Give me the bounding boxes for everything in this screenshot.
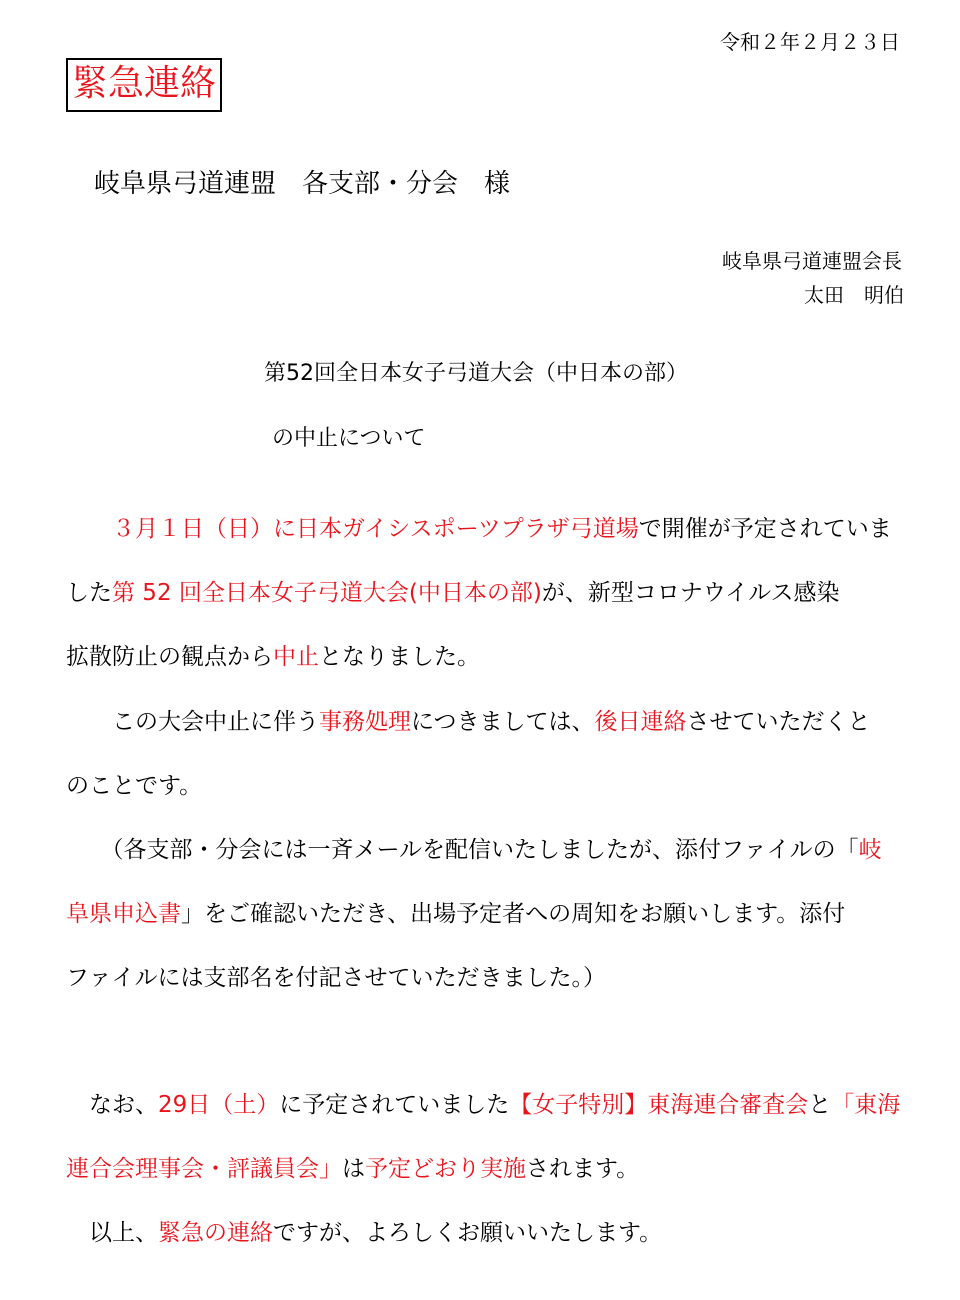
text-span: この大会中止に伴う bbox=[112, 709, 319, 735]
paragraph-line bbox=[66, 625, 930, 689]
text-span: に予定されていました bbox=[279, 1092, 510, 1118]
event-name: 第 52 回全日本女子弓道大会(中日本の部) bbox=[112, 580, 542, 606]
paragraph-line bbox=[66, 1201, 930, 1265]
board-meeting-highlight: 「東海 bbox=[831, 1092, 901, 1118]
addressee: 岐阜県弓道連盟 各支部・分会 様 bbox=[94, 169, 511, 199]
text-span: ファイルには支部名を付記させていただきました。） bbox=[66, 965, 607, 991]
paragraph-closing bbox=[66, 1201, 930, 1265]
paragraph-other-events bbox=[66, 1073, 930, 1201]
text-span: ですが、よろしくお願いいたします。 bbox=[273, 1220, 663, 1246]
text-span: が、新型コロナウイルス感染 bbox=[541, 580, 840, 606]
text-span: 拡散防止の観点から bbox=[66, 644, 273, 670]
admin-processing-highlight: 事務処理 bbox=[319, 709, 411, 735]
paragraph-email-notice bbox=[66, 818, 930, 1010]
paragraph-line bbox=[66, 1073, 930, 1137]
paragraph-line bbox=[66, 690, 930, 754]
application-form-highlight: 岐 bbox=[858, 837, 882, 863]
urgent-contact-highlight: 緊急の連絡 bbox=[158, 1220, 273, 1246]
sender-organization: 岐阜県弓道連盟会長 bbox=[722, 249, 902, 273]
event-date: ３月１日（日）に bbox=[112, 516, 296, 542]
text-span: なお、 bbox=[89, 1092, 158, 1118]
paragraph-line bbox=[66, 754, 930, 818]
paragraph-line bbox=[66, 818, 930, 882]
text-span: と bbox=[808, 1092, 832, 1118]
text-span: （各支部・分会には一斉メールを配信いたしましたが、添付ファイルの「 bbox=[112, 837, 859, 863]
paragraph-cancellation bbox=[66, 497, 930, 689]
document-title-line-1: 第52回全日本女子弓道大会（中日本の部） bbox=[264, 361, 688, 386]
later-contact-highlight: 後日連絡 bbox=[594, 709, 687, 735]
paragraph-line bbox=[66, 561, 930, 625]
venue-name: 日本ガイシスポーツプラザ弓道場 bbox=[296, 516, 639, 542]
text-span: させていただくと bbox=[686, 709, 871, 735]
text-span: となりました。 bbox=[319, 644, 480, 670]
sender-name: 太田 明伯 bbox=[804, 283, 904, 307]
text-span: した bbox=[66, 580, 112, 606]
examination-highlight: 東海連合審査会 bbox=[647, 1092, 809, 1118]
text-span: は bbox=[342, 1156, 365, 1182]
paragraph-admin bbox=[66, 690, 930, 818]
cancel-highlight: 中止 bbox=[273, 644, 319, 670]
urgent-notice-label: 緊急連絡 bbox=[66, 58, 222, 112]
document-title-line-2: の中止について bbox=[272, 426, 426, 451]
paragraph-line bbox=[66, 946, 930, 1010]
paragraph-line bbox=[66, 1137, 930, 1201]
text-span: のことです。 bbox=[66, 773, 203, 799]
text-span: 以上、 bbox=[89, 1220, 158, 1246]
paragraph-line bbox=[66, 497, 930, 561]
text-span: されます。 bbox=[526, 1156, 640, 1182]
text-span: で開催が予定されていま bbox=[638, 516, 892, 542]
application-form-highlight: 阜県申込書 bbox=[66, 901, 181, 927]
as-scheduled-highlight: 予定どおり実施 bbox=[365, 1156, 526, 1182]
event-date: 29日（土） bbox=[158, 1092, 280, 1118]
document-date: 令和２年２月２３日 bbox=[720, 30, 900, 54]
special-category-highlight: 【女子特別】 bbox=[509, 1092, 648, 1118]
board-meeting-highlight: 連合会理事会・評議員会」 bbox=[66, 1156, 342, 1182]
text-span: につきましては、 bbox=[411, 709, 595, 735]
paragraph-line bbox=[66, 882, 930, 946]
text-span: 」をご確認いただき、出場予定者への周知をお願いします。添付 bbox=[181, 901, 846, 927]
